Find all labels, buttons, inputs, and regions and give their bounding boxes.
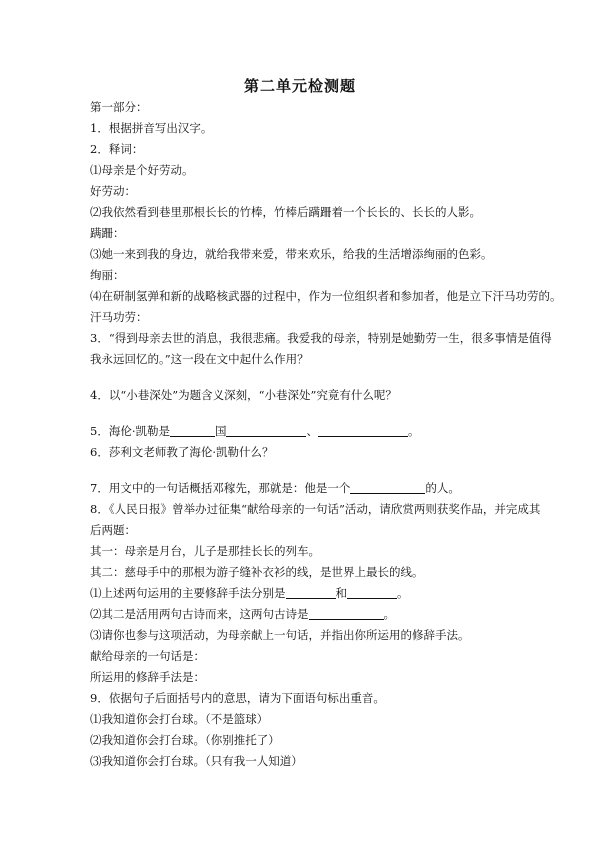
q5-text-a: 5．海伦·凯勒是 bbox=[90, 424, 170, 438]
q5-blank-3[interactable] bbox=[318, 424, 408, 437]
q8-answer-label-1: 献给母亲的一句话是： bbox=[90, 649, 205, 663]
question-2: 2．释词： bbox=[90, 142, 144, 156]
q7-text-a: 7．用文中的一句话概括邓稼先，那就是：他是一个 bbox=[90, 481, 351, 495]
q2-answer-label-4: 汗马功劳： bbox=[90, 310, 148, 324]
q2-answer-label-3: 绚丽： bbox=[90, 268, 125, 282]
q8-2-text-a: ⑵其二是活用两句古诗而来，这两句古诗是 bbox=[90, 607, 309, 621]
question-3-line-1: 3．“得到母亲去世的消息，我很悲痛。我爱我的母亲，特别是她勤劳一生，很多事情是值得 bbox=[90, 331, 552, 345]
q8-2-blank[interactable] bbox=[309, 607, 384, 620]
q8-2-text-b: 。 bbox=[383, 607, 395, 621]
q8-item-2 bbox=[90, 606, 530, 622]
q2-item-4: ⑷在研制氢弹和新的战略核武器的过程中，作为一位组织者和参加者，他是立下汗马功劳的。 bbox=[90, 289, 562, 303]
q2-item-1: ⑴母亲是个好劳动。 bbox=[90, 163, 194, 177]
q7-blank[interactable] bbox=[350, 481, 425, 494]
q5-text-c: 、 bbox=[306, 424, 318, 438]
q8-1-text-a: ⑴上述两句运用的主要修辞手法分别是 bbox=[90, 586, 286, 600]
question-4: 4．以“小巷深处”为题含义深刻，“小巷深处”究竟有什么呢？ bbox=[90, 388, 397, 402]
q8-1-blank-1[interactable] bbox=[286, 586, 336, 599]
q2-answer-label-2: 蹒跚： bbox=[90, 226, 125, 240]
q8-1-text-b: 和 bbox=[335, 586, 347, 600]
q2-item-3: ⑶她一来到我的身边，就给我带来爱，带来欢乐，给我的生活增添绚丽的色彩。 bbox=[90, 247, 493, 261]
question-6: 6．莎利文老师教了海伦·凯勒什么？ bbox=[90, 445, 274, 459]
q8-answer-label-2: 所运用的修辞手法是： bbox=[90, 670, 205, 684]
q8-example-2: 其二：慈母手中的那根为游子缝补衣衫的线，是世界上最长的线。 bbox=[90, 565, 424, 579]
q8-1-blank-2[interactable] bbox=[347, 586, 397, 599]
q9-item-3: ⑶我知道你会打台球。（只有我一人知道） bbox=[90, 754, 303, 768]
q8-item-3: ⑶请你也参与这项活动，为母亲献上一句话，并指出你所运用的修辞手法。 bbox=[90, 628, 470, 642]
q2-answer-label-1: 好劳动： bbox=[90, 184, 136, 198]
q7-text-b: 的人。 bbox=[425, 481, 460, 495]
q5-blank-1[interactable] bbox=[170, 424, 215, 437]
question-8-line-2: 后两题： bbox=[90, 523, 136, 537]
question-3-line-2: 我永远回忆的。”这一段在文中起什么作用？ bbox=[90, 352, 309, 366]
q8-1-text-c: 。 bbox=[397, 586, 409, 600]
q5-text-d: 。 bbox=[407, 424, 420, 438]
section-heading: 第一部分： bbox=[90, 100, 148, 114]
question-5 bbox=[90, 423, 530, 439]
q2-item-2: ⑵我依然看到巷里那根长长的竹棒，竹棒后蹒跚着一个长长的、长长的人影。 bbox=[90, 205, 481, 219]
q9-item-2: ⑵我知道你会打台球。（你别推托了） bbox=[90, 733, 280, 747]
question-1: 1．根据拼音写出汉字。 bbox=[90, 121, 213, 135]
question-8-line-1: 8．《人民日报》曾举办过征集“献给母亲的一句话”活动，请欣赏两则获奖作品，并完成其 bbox=[90, 502, 541, 516]
q5-text-b: 国 bbox=[214, 424, 227, 438]
page-title: 第二单元检测题 bbox=[243, 77, 356, 95]
q8-item-1 bbox=[90, 585, 530, 601]
question-9: 9．依据句子后面括号内的意思，请为下面语句标出重音。 bbox=[90, 691, 385, 705]
q5-blank-2[interactable] bbox=[226, 424, 306, 437]
q8-example-1: 其一：母亲是月台，儿子是那挂长长的列车。 bbox=[90, 544, 320, 558]
q9-item-1: ⑴我知道你会打台球。（不是篮球） bbox=[90, 712, 269, 726]
question-7 bbox=[90, 480, 530, 496]
